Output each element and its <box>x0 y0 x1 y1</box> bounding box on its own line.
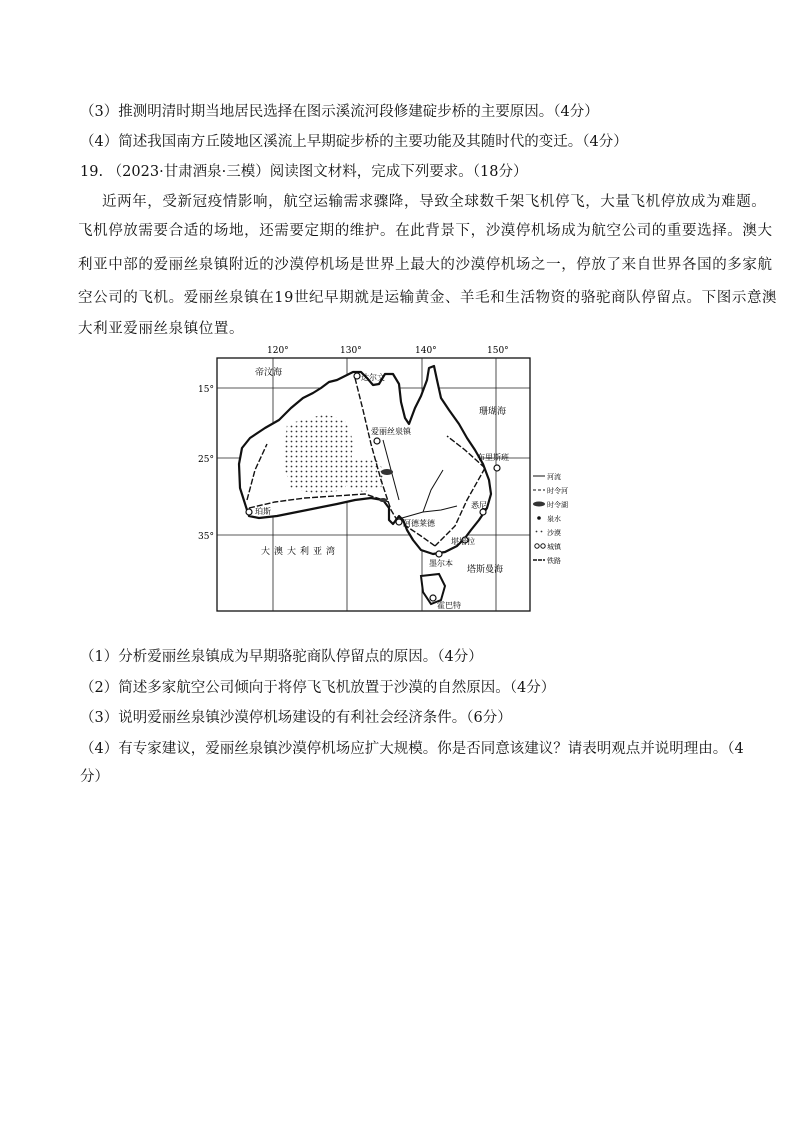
desert-area-west <box>283 414 353 494</box>
question-19-4-cont: 分） <box>80 769 109 785</box>
question-19-3: （3）说明爱丽丝泉镇沙漠停机场建设的有利社会经济条件。（6分） <box>80 710 512 726</box>
lon-label-130: 130° <box>340 346 362 356</box>
legend-river: 河流 <box>547 473 561 481</box>
question-19-2: （2）简述多家航空公司倾向于将停飞飞机放置于沙漠的自然原因。（4分） <box>80 680 556 696</box>
legend-spring: 泉水 <box>547 515 561 523</box>
legend-seasonal-river: 时令河 <box>547 487 568 495</box>
question-19-1: （1）分析爱丽丝泉镇成为早期骆驼商队停留点的原因。（4分） <box>80 649 483 665</box>
lon-label-140: 140° <box>415 346 437 356</box>
question-18-4: （4）简述我国南方丘陵地区溪流上早期碇步桥的主要功能及其随时代的变迁。（4分） <box>80 134 628 150</box>
legend-desert: 沙漠 <box>547 529 561 537</box>
city-label-alice-springs: 爱丽丝泉镇 <box>371 427 411 436</box>
material-line-1: 近两年，受新冠疫情影响，航空运输需求骤降，导致全球数千架飞机停飞，大量飞机停放成为难题。 <box>102 194 767 210</box>
city-label-sydney: 悉尼 <box>471 501 487 510</box>
lat-label-35: 35° <box>198 532 214 542</box>
material-line-3: 利亚中部的爱丽丝泉镇附近的沙漠停机场是世界上最大的沙漠停机场之一，停放了来自世界各国的多家航 <box>78 257 773 273</box>
city-label-perth: 珀斯 <box>255 507 271 516</box>
city-label-darwin: 达尔文 <box>361 373 385 382</box>
legend-seasonal-lake: 时令湖 <box>547 501 568 509</box>
city-label-brisbane: 布里斯班 <box>477 453 509 462</box>
seasonal-lake-eyre <box>381 469 393 475</box>
sea-label-coral: 珊瑚海 <box>479 407 507 417</box>
seasonal-lake-2 <box>379 498 387 502</box>
material-line-2: 飞机停放需要合适的场地，还需要定期的维护。在此背景下，沙漠停机场成为航空公司的重要选择。澳大 <box>78 223 773 239</box>
city-label-melbourne: 墨尔本 <box>429 559 453 568</box>
legend-town: 城镇 <box>547 543 561 551</box>
city-label-hobart: 霍巴特 <box>437 601 461 610</box>
lon-label-120: 120° <box>267 346 289 356</box>
legend-railway: 铁路 <box>547 557 561 565</box>
question-18-3: （3）推测明清时期当地居民选择在图示溪流河段修建碇步桥的主要原因。（4分） <box>80 104 599 120</box>
lon-label-150: 150° <box>487 346 509 356</box>
sea-label-great-australian-bight: 大澳大利亚湾 <box>261 547 340 557</box>
material-line-5: 大利亚爱丽丝泉镇位置。 <box>78 321 245 337</box>
map-legend <box>533 472 568 565</box>
lat-label-15: 15° <box>198 385 214 395</box>
city-label-adelaide: 阿德莱德 <box>403 519 435 528</box>
city-label-canberra: 堪培拉 <box>451 537 475 546</box>
question-19-header: 19. （2023·甘肃酒泉·三模）阅读图文材料，完成下列要求。（18分） <box>80 164 528 180</box>
lat-label-25: 25° <box>198 455 214 465</box>
sea-label-timor: 帝汶海 <box>255 368 283 378</box>
sea-label-tasman: 塔斯曼海 <box>467 565 504 575</box>
australia-map <box>195 340 570 615</box>
question-19-4: （4）有专家建议，爱丽丝泉镇沙漠停机场应扩大规模。你是否同意该建议？请表明观点并说明理由。（4 <box>80 741 744 757</box>
material-line-4: 空公司的飞机。爱丽丝泉镇在19世纪早期就是运输黄金、羊毛和生活物资的骆驼商队停留点。下图示意澳 <box>78 290 778 306</box>
